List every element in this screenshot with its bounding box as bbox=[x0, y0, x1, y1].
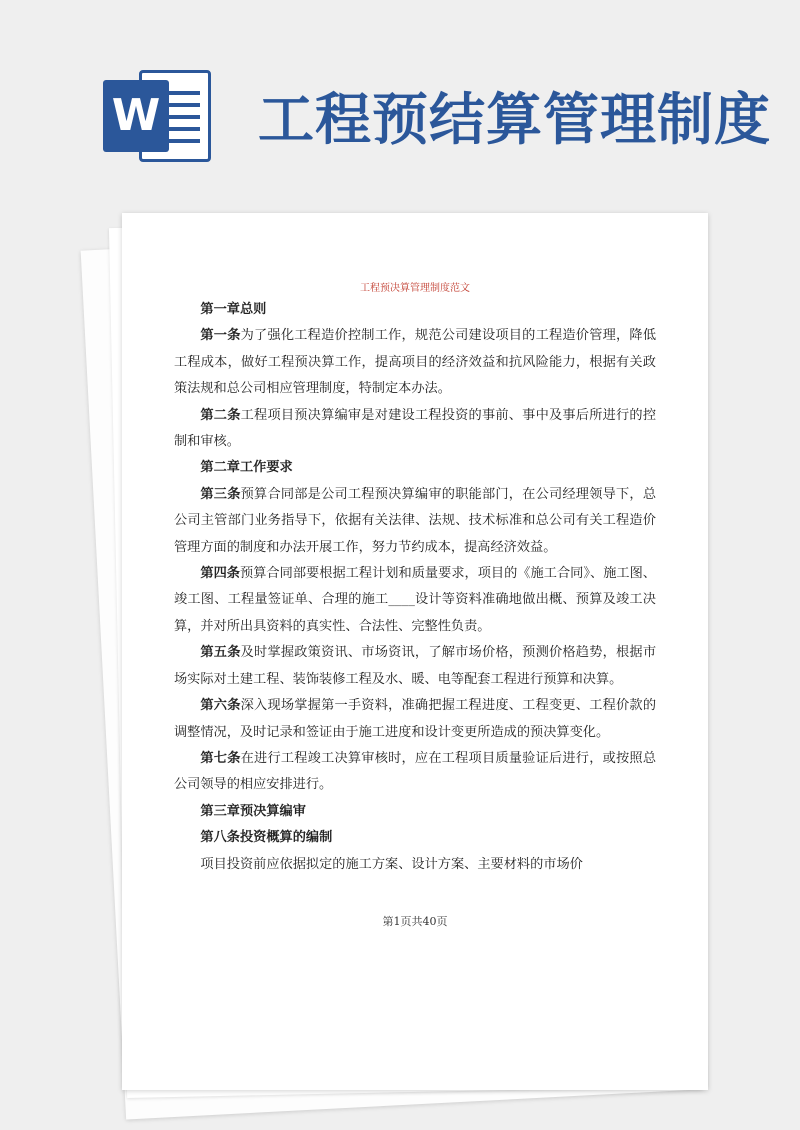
paragraph: 第八条投资概算的编制 bbox=[200, 830, 333, 846]
document-heading: 工程预决算管理制度范文 bbox=[360, 283, 470, 294]
paragraph: 第三章预决算编审 bbox=[200, 803, 306, 819]
paragraph: 第四条预算合同部要根据工程计划和质量要求，项目的《施工合同》、施工图、竣工图、工程量签证单、合理的施工____设计等资料准确地做出概、预算及竣工决算，并对所出具资料的真实性、合法性、完整性负责。 bbox=[174, 566, 656, 634]
page-title: 工程预结算管理制度 bbox=[258, 88, 771, 153]
page-number: 第1页共40页 bbox=[382, 915, 448, 928]
document-page bbox=[122, 213, 708, 1090]
paragraph: 第一条为了强化工程造价控制工作，规范公司建设项目的工程造价管理，降低工程成本，做好工程预决算工作，提高项目的经济效益和抗风险能力，根据有关政策法规和总公司相应管理制度，特制定本办法。 bbox=[174, 328, 657, 397]
paragraph: 第一章总则 bbox=[200, 302, 267, 317]
word-icon-letter: W bbox=[103, 80, 169, 152]
paragraph: 第二章工作要求 bbox=[200, 460, 293, 476]
paragraph: 项目投资前应依据拟定的施工方案、设计方案、主要材料的市场价 bbox=[200, 856, 583, 872]
header bbox=[0, 0, 800, 200]
document-body bbox=[174, 297, 656, 878]
paragraph: 第七条在进行工程竣工决算审核时，应在工程项目质量验证后进行，或按照总公司领导的相应安排进行。 bbox=[174, 750, 657, 793]
paragraph: 第五条及时掌握政策资讯、市场资讯，了解市场价格，预测价格趋势，根据市场实际对土建工程、装饰装修工程及水、暖、电等配套工程进行预算和决算。 bbox=[174, 645, 657, 687]
paragraph: 第六条深入现场掌握第一手资料，准确把握工程进度、工程变更、工程价款的调整情况，及时记录和签证由于施工进度和设计变更所造成的预决算变化。 bbox=[174, 698, 657, 740]
paragraph: 第三条预算合同部是公司工程预决算编审的职能部门，在公司经理领导下，总公司主管部门业务指导下，依据有关法律、法规、技术标准和总公司有关工程造价管理方面的制度和办法开展工作，努力节约成本，提高经济效益。 bbox=[174, 486, 657, 555]
paragraph: 第二条工程项目预决算编审是对建设工程投资的事前、事中及事后所进行的控制和审核。 bbox=[174, 407, 657, 450]
word-icon bbox=[103, 66, 215, 166]
